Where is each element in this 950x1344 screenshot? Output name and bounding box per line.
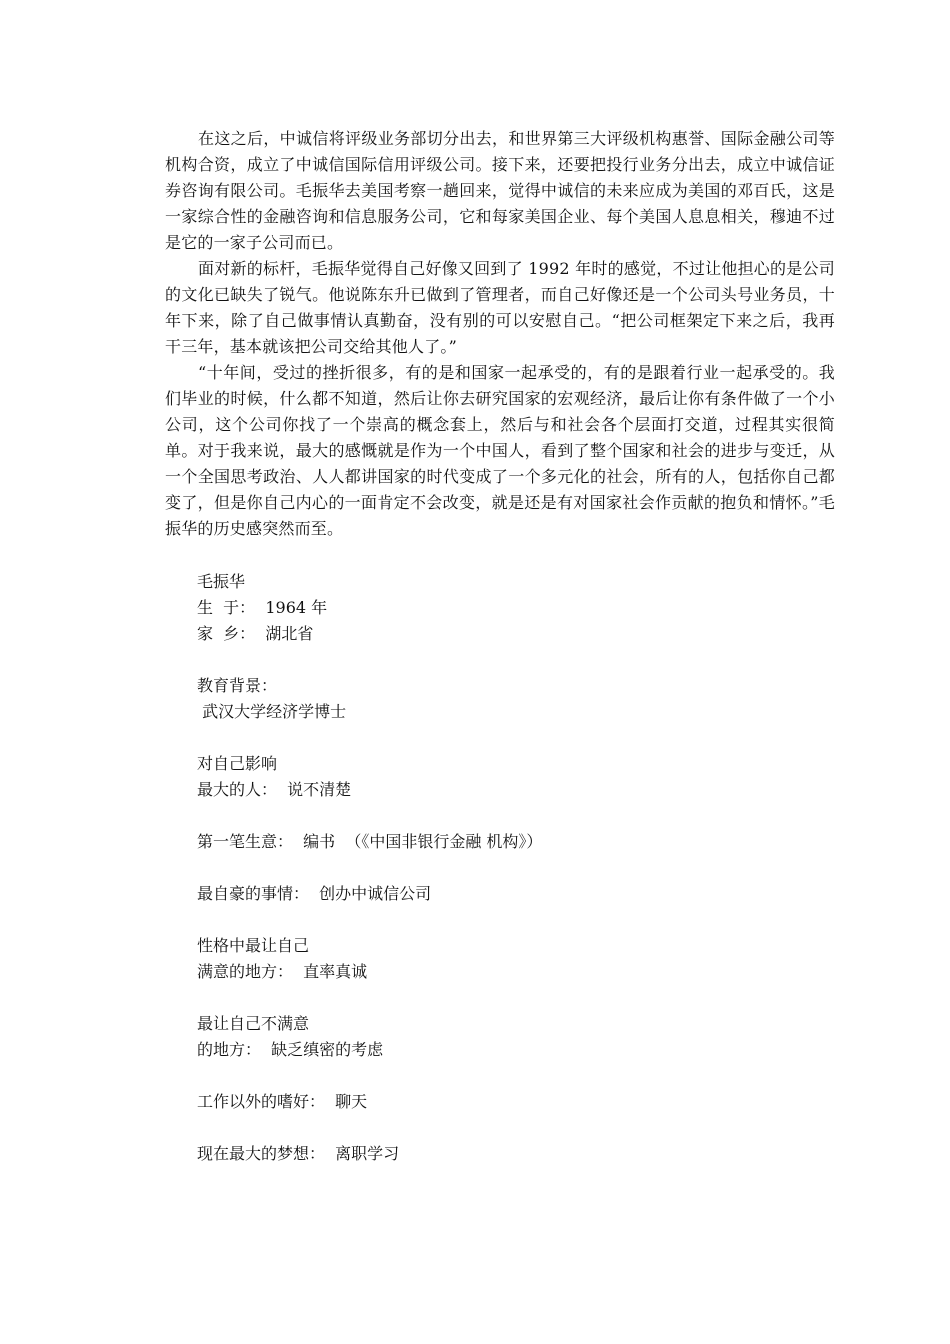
profile-dissatisfied-value: 的地方： 缺乏缜密的考虑 — [197, 1040, 384, 1059]
profile-dissatisfied-label: 最让自己不满意 — [197, 1014, 310, 1033]
paragraph-3: “十年间，受过的挫折很多，有的是和国家一起承受的，有的是跟着行业一起承受的。我们毕业的时候，什么都不知道，然后让你去研究国家的宏观经济，最后让你有条件做了一个小公司，这个公司你找了一个崇高的概念套上，然后与和社会各个层面打交道，过程其实很简单。对于我来说，最大的感慨就是作为一个中国人，看到了整个国家和社会的进步与变迁，从一个全国思考政治、人人都讲国家的时代变成了一个多元化的社会，所有的人，包括你自己都变了，但是你自己内心的一面肯定不会改变，就是还是有对国家社会作贡献的抱负和情怀。”毛振华的历史感突然而至。 — [165, 363, 835, 538]
paragraph-1: 在这之后，中诚信将评级业务部切分出去，和世界第三大评级机构惠誉、国际金融公司等机构合资，成立了中诚信国际信用评级公司。接下来，还要把投行业务分出去，成立中诚信证券咨询有限公司。毛振华去美国考察一趟回来，觉得中诚信的未来应成为美国的邓百氏，这是一家综合性的金融咨询和信息服务公司，它和每家美国企业、每个美国人息息相关，穆迪不过是它的一家子公司而已。 — [165, 129, 835, 252]
paragraph-2: 面对新的标杆，毛振华觉得自己好像又回到了 1992 年时的感觉，不过让他担心的是公司的文化已缺失了锐气。他说陈东升已做到了管理者，而自己好像还是一个公司头号业务员，十年下来，除了自己做事情认真勤奋，没有别的可以安慰自己。“把公司框架定下来之后，我再干三年，基本就该把公司交给其他人了。” — [165, 259, 835, 356]
profile-influence-label: 对自己影响 — [197, 754, 278, 773]
profile-education-label: 教育背景： — [197, 676, 278, 695]
profile-proudest: 最自豪的事情： 创办中诚信公司 — [197, 884, 432, 903]
profile-name: 毛振华 — [197, 572, 246, 591]
profile-born: 生 于： 1964 年 — [197, 598, 328, 617]
profile-first-business: 第一笔生意： 编书 （《中国非银行金融 机构》） — [197, 832, 543, 851]
profile-personality-label: 性格中最让自己 — [197, 936, 310, 955]
profile-personality-value: 满意的地方： 直率真诚 — [197, 962, 368, 981]
profile-hometown: 家 乡： 湖北省 — [197, 624, 314, 643]
profile-hobby: 工作以外的嗜好： 聊天 — [197, 1092, 368, 1111]
profile-influence-value: 最大的人： 说不清楚 — [197, 780, 352, 799]
profile-dream: 现在最大的梦想： 离职学习 — [197, 1144, 400, 1163]
profile-education-value: 武汉大学经济学博士 — [197, 702, 347, 721]
